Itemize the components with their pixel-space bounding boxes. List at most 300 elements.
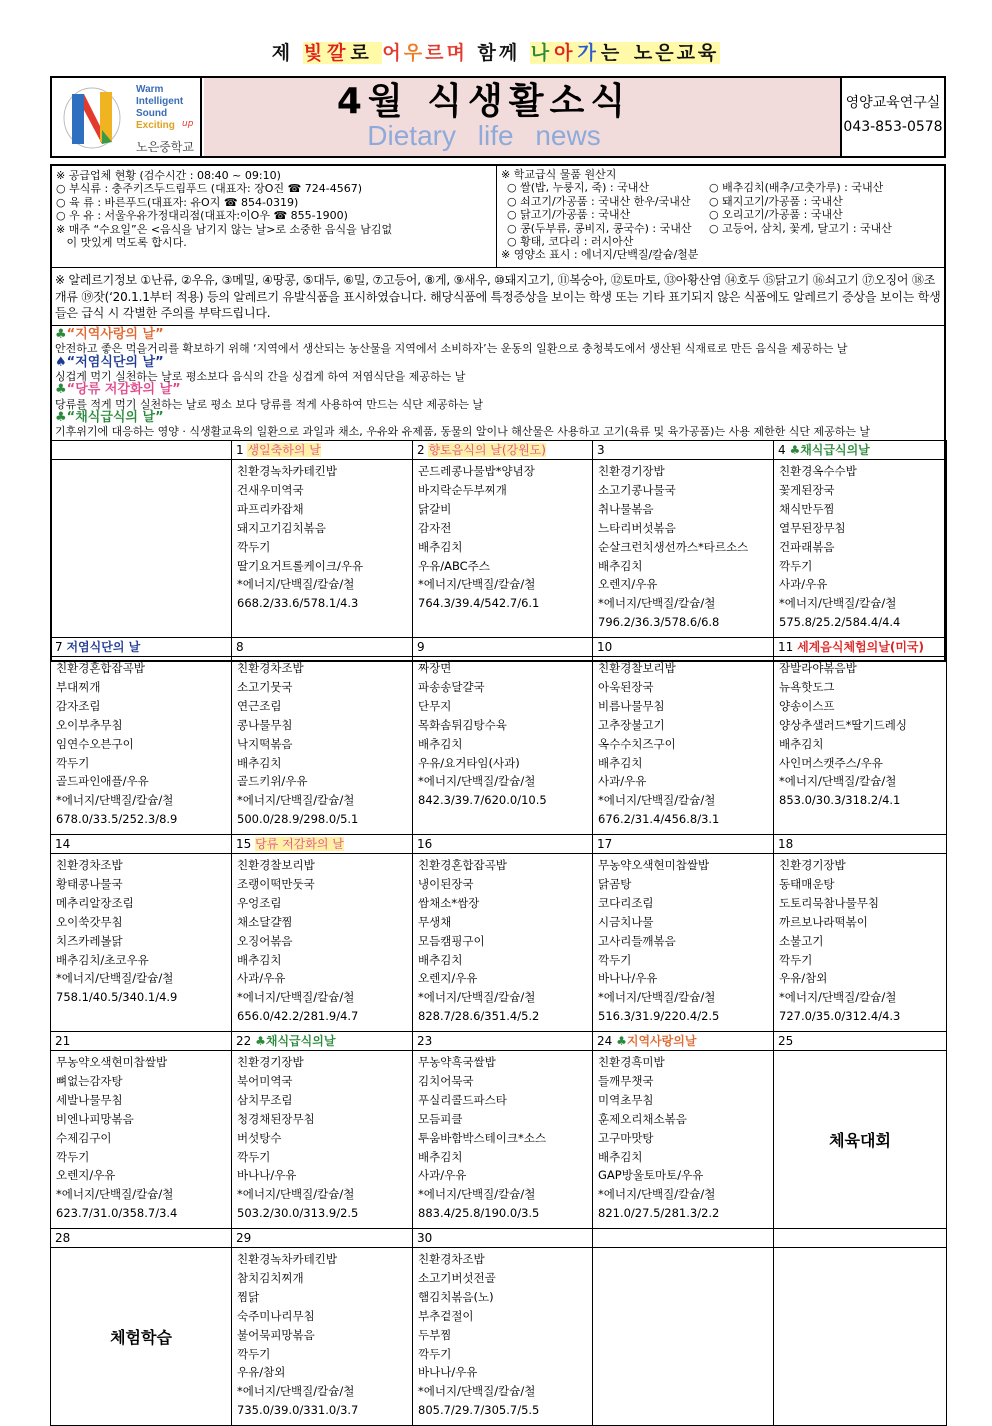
menu-item: 돼지고기김치볶음 <box>237 520 326 535</box>
menu-item: 796.2/36.3/578.6/6.8 <box>598 615 720 630</box>
day-menu <box>774 854 947 1032</box>
menu-item: 닭곰탕 <box>598 876 632 891</box>
menu-item: 배추김치 <box>418 1149 463 1164</box>
menu-item: 친환경찰보리밥 <box>237 858 315 872</box>
day-number: 18 <box>778 837 794 851</box>
week-menu-row <box>51 854 947 1032</box>
menu-item: 바나나/우유 <box>237 1168 297 1183</box>
day-menu <box>774 657 947 835</box>
menu-item: 친환경녹차카테킨밥 <box>237 464 337 478</box>
menu-item: 뉴욕핫도그 <box>779 679 835 694</box>
supplier-info <box>52 166 497 268</box>
menu-item: 연근조림 <box>237 698 282 713</box>
menu-item: 닭갈비 <box>418 501 452 516</box>
menu-item: *에너지/단백질/칼슘/철 <box>418 1384 536 1399</box>
menu-item: 버섯탕수 <box>237 1130 282 1145</box>
menu-item: 청경채된장무침 <box>237 1111 315 1126</box>
menu-item: 순살크런치생선까스*타르소스 <box>598 539 749 554</box>
day-header <box>774 638 947 657</box>
menu-item: 무농약오색현미찹쌀밥 <box>598 858 710 872</box>
day-number: 8 <box>236 640 244 654</box>
day-header <box>232 1229 413 1248</box>
nutrition-note: ※ 영양소 표시 : 에너지/단백질/칼슘/철분 <box>501 248 699 262</box>
slogan-part: 는 <box>600 42 632 64</box>
supply-line: 이 맛있게 먹도록 합시다. <box>56 236 187 250</box>
menu-item: 치즈카레볼닭 <box>56 933 123 948</box>
menu-item: 푸실리콜드파스타 <box>418 1092 507 1107</box>
school-logo <box>52 78 202 156</box>
menu-item: 오렌지/우유 <box>56 1168 116 1183</box>
special-day-name: “저염식단의 날” <box>66 354 164 370</box>
menu-item: 배추김치 <box>237 755 282 770</box>
slogan-part: 어 <box>382 42 404 64</box>
day-header <box>593 638 774 657</box>
day-header <box>413 1032 593 1051</box>
menu-item: 들깨무챗국 <box>598 1073 654 1088</box>
header <box>50 76 946 158</box>
menu-item: 무생채 <box>418 914 452 929</box>
special-day-desc: 당류를 적게 먹기 실천하는 날로 평소 보다 당류를 적게 사용하여 만드는 식단 제공하는 날 <box>55 397 483 411</box>
menu-item: 우유/참외 <box>237 1365 286 1380</box>
day-menu <box>232 854 413 1032</box>
school-logo-icon <box>62 86 122 150</box>
menu-item: 배추김치 <box>418 952 463 967</box>
week-menu-row <box>51 1248 947 1426</box>
day-number: 11 <box>778 640 798 654</box>
menu-item: 곤드레콩나물밥*양념장 <box>418 464 535 478</box>
menu-item: 불어묵피망볶음 <box>237 1327 315 1342</box>
day-header <box>51 1229 232 1248</box>
menu-item: 바나나/우유 <box>418 1365 478 1380</box>
day-menu <box>593 1248 774 1426</box>
day-event: 향토음식의 날(강원도) <box>428 443 546 457</box>
menu-item: 우유/요거타임(사과) <box>418 755 520 770</box>
menu-item: 소고기버섯전골 <box>418 1270 496 1285</box>
menu-item: 비엔나피망볶음 <box>56 1111 134 1126</box>
day-header <box>593 835 774 854</box>
event-mark: ♣ <box>255 1034 266 1048</box>
menu-item: 느타리버섯볶음 <box>598 520 676 535</box>
menu-item: 소불고기 <box>779 933 824 948</box>
menu-item: 깍두기 <box>779 558 813 573</box>
menu-item: GAP방울토마토/우유 <box>598 1168 704 1183</box>
menu-item: 파송송달걀국 <box>418 679 485 694</box>
day-header <box>51 1032 232 1051</box>
menu-item: 열무된장무침 <box>779 520 846 535</box>
origin-item: ○ 고등어, 삼치, 꽃게, 달고기 : 국내산 <box>709 221 892 235</box>
special-day-name: “당류 저감화의 날” <box>66 382 181 398</box>
allergy-info: ※ 알레르기정보 ①난류, ②우유, ③메밀, ④땅콩, ⑤대두, ⑥밀, ⑦고등어, ⑧게, ⑨새우, ⑩돼지고기, ⑪복숭아, ⑫토마토, ⑬아황산염 ⑭호두 ⑮닭고기 ⑯쇠고기 ⑰오징어 ⑱조개류 ⑲잣(‘20.1.1부터 적용) 등의 알레르기 유발식품을 표시하였습니다. 해당식품에 특정증상을 보이는 학생 또는 기타 표기되지 않은 식품에도 알레르기 증상을 보이는 학생들은 급식 시 각별한 주의를 부탁드립니다. <box>52 268 944 326</box>
day-number: 7 <box>55 640 67 654</box>
special-day-title <box>55 356 941 370</box>
menu-item: 훈제오리채소볶음 <box>598 1111 687 1126</box>
special-day-mark: ♣ <box>55 409 67 425</box>
menu-item: *에너지/단백질/칼슘/철 <box>598 990 716 1005</box>
day-menu <box>593 854 774 1032</box>
menu-item: *에너지/단백질/칼슘/철 <box>779 596 897 611</box>
menu-item: 냉이된장국 <box>418 876 474 891</box>
contact-phone: 043-853-0578 <box>843 119 943 135</box>
day-number: 3 <box>597 443 605 457</box>
menu-item: 양상추샐러드*딸기드레싱 <box>779 717 907 732</box>
menu-item: 우유/ABC주스 <box>418 558 490 573</box>
menu-item: 양송이스프 <box>779 698 835 713</box>
menu-item: 무농약흑국쌀밥 <box>418 1055 496 1069</box>
contact-dept: 영양교육연구실 <box>845 95 941 111</box>
menu-item: 깍두기 <box>598 952 632 967</box>
supply-line: ○ 우 유 : 서울우유가정대리점(대표자:이O우 ☎ 855-1900) <box>56 209 348 223</box>
menu-item: 채식만두찜 <box>779 501 835 516</box>
menu-item: 꽃게된장국 <box>779 482 835 497</box>
special-day-desc: 안전하고 좋은 먹을거리를 확보하기 위해 ‘지역에서 생산되는 농산물을 지역에서 소비하자’는 운동의 일환으로 충청북도에서 생산된 식재료로 만든 음식을 제공하는 날 <box>55 342 848 356</box>
menu-item: 모듬캠핑구이 <box>418 933 485 948</box>
menu-item: 감자전 <box>418 520 452 535</box>
menu-item: *에너지/단백질/칼슘/철 <box>237 990 355 1005</box>
day-menu <box>232 1051 413 1229</box>
day-event: 지역사랑의날 <box>626 1034 697 1048</box>
menu-item: 아욱된장국 <box>598 679 654 694</box>
menu-item: 사과/우유 <box>418 1168 467 1183</box>
supply-line: ○ 부식류 : 충주키즈두드림푸드 (대표자: 장O진 ☎ 724-4567) <box>56 182 363 196</box>
school-name: 노은중학교 <box>136 140 194 154</box>
special-day-title <box>55 411 941 425</box>
menu-item: 오렌지/우유 <box>418 971 478 986</box>
menu-item: *에너지/단백질/칼슘/철 <box>418 990 536 1005</box>
menu-item: 동태매운탕 <box>779 876 835 891</box>
menu-item: 코다리조림 <box>598 895 654 910</box>
menu-item: 668.2/33.6/578.1/4.3 <box>237 596 359 611</box>
menu-item: 503.2/30.0/313.9/2.5 <box>237 1206 359 1221</box>
day-menu <box>413 854 593 1032</box>
menu-item: 메추리알장조림 <box>56 895 134 910</box>
menu-item: *에너지/단백질/칼슘/철 <box>598 1187 716 1202</box>
menu-item: 우유/참외 <box>779 971 828 986</box>
menu-item: 두부찜 <box>418 1327 452 1342</box>
day-menu <box>413 1051 593 1229</box>
menu-item: 단무지 <box>418 698 452 713</box>
menu-item: 727.0/35.0/312.4/4.3 <box>779 1009 901 1024</box>
week-menu-row <box>51 1051 947 1229</box>
menu-item: 배추김치 <box>418 736 463 751</box>
menu-item: 깍두기 <box>779 952 813 967</box>
menu-item: 무농약오색현미찹쌀밥 <box>56 1055 168 1069</box>
menu-item: 배추김치 <box>779 736 824 751</box>
menu-item: 임연수오븐구이 <box>56 736 134 751</box>
day-event: 세계음식체험의날(미국) <box>797 640 924 654</box>
menu-item: 깍두기 <box>237 1149 271 1164</box>
week-header-row <box>51 835 947 854</box>
day-number: 16 <box>417 837 433 851</box>
menu-item: 친환경기장밥 <box>237 1055 304 1069</box>
slogan-part: 노은교육 <box>633 42 720 64</box>
page-subtitle: Dietary life news <box>367 120 601 151</box>
menu-item: 깍두기 <box>56 755 90 770</box>
event-mark: ♣ <box>616 1034 627 1048</box>
meal-calendar <box>50 440 947 1426</box>
day-header <box>51 638 232 657</box>
day-number: 24 <box>597 1034 617 1048</box>
day-menu <box>413 657 593 835</box>
origin-item: ○ 닭고기/가공품 : 국내산 <box>507 208 631 222</box>
supply-line: ※ 공급업체 현황 (검수시간 : 08:40 ~ 09:10) <box>56 169 281 182</box>
menu-item: 조랭이떡만둣국 <box>237 876 315 891</box>
day-header <box>232 1032 413 1051</box>
menu-item: 깍두기 <box>418 1346 452 1361</box>
day-number: 25 <box>778 1034 794 1048</box>
menu-item: 배추김치/초코우유 <box>56 952 149 967</box>
menu-item: *에너지/단백질/칼슘/철 <box>598 793 716 808</box>
menu-item: 김치어묵국 <box>418 1073 474 1088</box>
logo-up: up <box>182 119 194 129</box>
menu-item: 배추김치 <box>598 755 643 770</box>
slogan-part: 나 <box>530 42 553 64</box>
week-header-row <box>51 638 947 657</box>
origin-item: ○ 쌀(밥, 누룽지, 죽) : 국내산 <box>507 181 649 195</box>
menu-item: 821.0/27.5/281.3/2.2 <box>598 1206 720 1221</box>
origin-title: ※ 학교급식 물품 원산지 <box>501 168 617 181</box>
special-day-desc: 싱겁게 먹기 실천하는 날로 평소보다 음식의 간을 싱겁게 하여 저염식단을 제공하는 날 <box>55 370 466 384</box>
day-number: 21 <box>55 1034 71 1048</box>
day-event-cell: 체육대회 <box>774 1051 947 1229</box>
menu-item: 오이부추무침 <box>56 717 123 732</box>
menu-item: 735.0/39.0/331.0/3.7 <box>237 1403 359 1418</box>
menu-item: 사인머스캣주스/우유 <box>779 755 883 770</box>
day-number: 1 <box>236 443 248 457</box>
menu-item: 쌈채소*쌈장 <box>418 895 480 910</box>
special-days <box>52 326 944 440</box>
page-title: 4월 식생활소식 <box>336 81 632 122</box>
menu-item: 고추장불고기 <box>598 717 665 732</box>
menu-item: 투움바함박스테이크*소스 <box>418 1130 546 1145</box>
logo-words: Warm Intelligent Sound Exciting <box>136 84 184 131</box>
menu-item: 805.7/29.7/305.7/5.5 <box>418 1403 540 1418</box>
origin-item: ○ 돼지고기/가공품 : 국내산 <box>709 194 843 208</box>
slogan-part: 깔 <box>327 42 349 64</box>
slogan-part: 르 <box>425 42 447 64</box>
menu-item: 친환경혼합잡곡밥 <box>418 858 507 872</box>
menu-item: 미역초무침 <box>598 1092 654 1107</box>
slogan-part: 우 <box>403 42 426 64</box>
menu-item: 친환경찰보리밥 <box>598 661 676 675</box>
menu-item: 수제김구이 <box>56 1130 112 1145</box>
menu-item: *에너지/단백질/칼슘/철 <box>56 793 174 808</box>
menu-item: 파프리카잡채 <box>237 501 304 516</box>
menu-item: 채소달걀찜 <box>237 914 293 929</box>
menu-item: *에너지/단백질/칼슘/철 <box>237 1384 355 1399</box>
day-menu <box>51 1051 232 1229</box>
day-menu <box>232 1248 413 1426</box>
slogan-part: 빛 <box>303 42 326 64</box>
slogan-part: 로 <box>350 42 382 64</box>
day-header <box>593 441 774 460</box>
menu-item: 친환경차조밥 <box>56 858 123 872</box>
menu-item: 취나물볶음 <box>598 501 654 516</box>
menu-item: *에너지/단백질/칼슘/철 <box>779 774 897 789</box>
menu-item: 깍두기 <box>237 539 271 554</box>
menu-item: 친환경차조밥 <box>418 1252 485 1266</box>
day-menu <box>51 657 232 835</box>
menu-item: *에너지/단백질/칼슘/철 <box>779 990 897 1005</box>
supply-line: ○ 육 류 : 바른푸드(대표자: 유O지 ☎ 854-0319) <box>56 195 299 209</box>
menu-item: 사과/우유 <box>237 971 286 986</box>
menu-item: 바나나/우유 <box>598 971 658 986</box>
menu-item: 찜닭 <box>237 1289 260 1304</box>
origin-item: ○ 오리고기/가공품 : 국내산 <box>709 208 843 222</box>
menu-item: 황태콩나물국 <box>56 876 123 891</box>
day-number: 2 <box>417 443 429 457</box>
day-header <box>593 1032 774 1051</box>
menu-item: 500.0/28.9/298.0/5.1 <box>237 812 359 827</box>
day-event: 저염식단의 날 <box>66 640 141 654</box>
day-number: 29 <box>236 1231 252 1245</box>
menu-item: 부추겉절이 <box>418 1308 474 1323</box>
menu-item: 사과/우유 <box>598 774 647 789</box>
menu-item: 친환경녹차카테킨밥 <box>237 1252 337 1266</box>
special-day-mark: ♣ <box>55 382 67 398</box>
menu-item: 모듬피클 <box>418 1111 463 1126</box>
menu-item: 656.0/42.2/281.9/4.7 <box>237 1009 359 1024</box>
special-day-desc: 기후위기에 대응하는 영양 · 식생활교육의 일환으로 과일과 채소, 우유와 유제품, 동물의 알이나 해산물은 사용하고 고기(육류 및 육가공품)는 사용 제한한 식단 제공하는 날 <box>55 425 871 439</box>
origin-info <box>497 166 944 268</box>
title-box <box>204 78 840 156</box>
slogan-part: 며 <box>446 42 478 64</box>
menu-item: *에너지/단백질/칼슘/철 <box>237 793 355 808</box>
day-header <box>774 835 947 854</box>
menu-item: 도토리묵참나물무침 <box>779 895 879 910</box>
menu-item: 감자조림 <box>56 698 101 713</box>
day-menu <box>232 460 413 638</box>
week-header-row <box>51 1032 947 1051</box>
day-menu <box>51 460 232 638</box>
special-day-title <box>55 383 941 397</box>
day-header <box>413 638 593 657</box>
menu-item: 잠발라야볶음밥 <box>779 661 857 675</box>
menu-item: 고구마맛탕 <box>598 1130 654 1145</box>
day-header <box>774 441 947 460</box>
day-header <box>593 1229 774 1248</box>
day-number: 4 <box>778 443 790 457</box>
slogan-part: 함께 <box>477 42 530 64</box>
menu-item: 배추김치 <box>598 558 643 573</box>
day-menu <box>593 460 774 638</box>
day-menu <box>413 1248 593 1426</box>
week-menu-row <box>51 460 947 638</box>
day-header <box>51 835 232 854</box>
menu-item: 853.0/30.3/318.2/4.1 <box>779 793 901 808</box>
day-number: 28 <box>55 1231 71 1245</box>
menu-item: 건새우미역국 <box>237 482 304 497</box>
special-day-mark: ♠ <box>55 354 67 370</box>
menu-item: 678.0/33.5/252.3/8.9 <box>56 812 178 827</box>
origin-list <box>501 181 940 248</box>
menu-item: 햄김치볶음(노) <box>418 1289 494 1304</box>
menu-item: 친환경혼합잡곡밥 <box>56 661 145 675</box>
day-number: 30 <box>417 1231 433 1245</box>
slogan-part: 제 <box>271 42 303 64</box>
menu-item: 오징어볶음 <box>237 933 293 948</box>
menu-item: 골드키위/우유 <box>237 774 308 789</box>
contact-box <box>840 78 944 156</box>
special-day-title <box>55 328 941 342</box>
menu-item: 배추김치 <box>418 539 463 554</box>
day-number: 17 <box>597 837 613 851</box>
menu-item: *에너지/단백질/칼슘/철 <box>418 577 536 592</box>
menu-item: 딸기요거트롤케이크/우유 <box>237 558 364 573</box>
day-menu <box>51 854 232 1032</box>
day-event-cell: 체험학습 <box>51 1248 232 1426</box>
menu-item: 깍두기 <box>237 1346 271 1361</box>
menu-item: 삼치무조림 <box>237 1092 293 1107</box>
menu-item: 숙주미나리무침 <box>237 1308 315 1323</box>
menu-item: 516.3/31.9/220.4/2.5 <box>598 1009 720 1024</box>
origin-item: ○ 콩(두부류, 콩비지, 콩국수) : 국내산 <box>507 221 692 235</box>
menu-item: 목화솜튀김탕수육 <box>418 717 507 732</box>
menu-item: 북어미역국 <box>237 1073 293 1088</box>
day-header <box>232 441 413 460</box>
week-header-row <box>51 1229 947 1248</box>
day-number: 23 <box>417 1034 433 1048</box>
menu-item: 소고기뭇국 <box>237 679 293 694</box>
slogan-part: 아 <box>554 42 576 64</box>
menu-item: 배추김치 <box>237 952 282 967</box>
menu-item: *에너지/단백질/칼슘/철 <box>418 1187 536 1202</box>
day-event: 생일축하의 날 <box>247 443 321 457</box>
day-event: 당류 저감화의 날 <box>255 837 344 851</box>
menu-item: 낙지떡볶음 <box>237 736 293 751</box>
day-number: 15 <box>236 837 256 851</box>
day-event: 채식급식의날 <box>800 443 870 457</box>
origin-row <box>501 222 940 235</box>
menu-item: *에너지/단백질/칼슘/철 <box>418 774 536 789</box>
origin-item: ○ 쇠고기/가공품 : 국내산 한우/국내산 <box>507 194 691 208</box>
menu-item: 친환경기장밥 <box>779 858 846 872</box>
event-mark: ♣ <box>789 443 801 457</box>
menu-item: 친환경옥수수밥 <box>779 464 857 478</box>
menu-item: 842.3/39.7/620.0/10.5 <box>418 793 547 808</box>
menu-item: 건파래볶음 <box>779 539 835 554</box>
day-menu <box>413 460 593 638</box>
day-header <box>232 835 413 854</box>
menu-item: *에너지/단백질/칼슘/철 <box>237 1187 355 1202</box>
menu-item: 뼈없는감자탕 <box>56 1073 123 1088</box>
special-day-name: “지역사랑의 날” <box>66 327 164 342</box>
origin-item: ○ 황태, 코다리 : 러시아산 <box>507 235 634 249</box>
menu-item: 바지락순두부찌개 <box>418 482 507 497</box>
menu-item: 우엉조림 <box>237 895 282 910</box>
menu-item: 친환경기장밥 <box>598 464 665 478</box>
menu-item: 828.7/28.6/351.4/5.2 <box>418 1009 540 1024</box>
menu-item: *에너지/단백질/칼슘/철 <box>56 971 174 986</box>
menu-item: 623.7/31.0/358.7/3.4 <box>56 1206 178 1221</box>
menu-item: 깍두기 <box>56 1149 90 1164</box>
menu-item: 고사리들깨볶음 <box>598 933 676 948</box>
menu-item: 575.8/25.2/584.4/4.4 <box>779 615 901 630</box>
menu-item: 사과/우유 <box>779 577 828 592</box>
week-header-row <box>51 441 947 460</box>
day-header <box>413 441 593 460</box>
menu-item: *에너지/단백질/칼슘/철 <box>237 577 355 592</box>
menu-item: *에너지/단백질/칼슘/철 <box>598 596 716 611</box>
menu-item: 676.2/31.4/456.8/3.1 <box>598 812 720 827</box>
day-number: 22 <box>236 1034 256 1048</box>
slogan-part: 가 <box>577 42 599 64</box>
menu-item: 까르보나라떡볶이 <box>779 914 868 929</box>
day-number: 10 <box>597 640 613 654</box>
menu-item: 콩나물무침 <box>237 717 293 732</box>
menu-item: 오렌지/우유 <box>598 577 658 592</box>
day-header <box>232 638 413 657</box>
day-event: 채식급식의날 <box>265 1034 336 1048</box>
